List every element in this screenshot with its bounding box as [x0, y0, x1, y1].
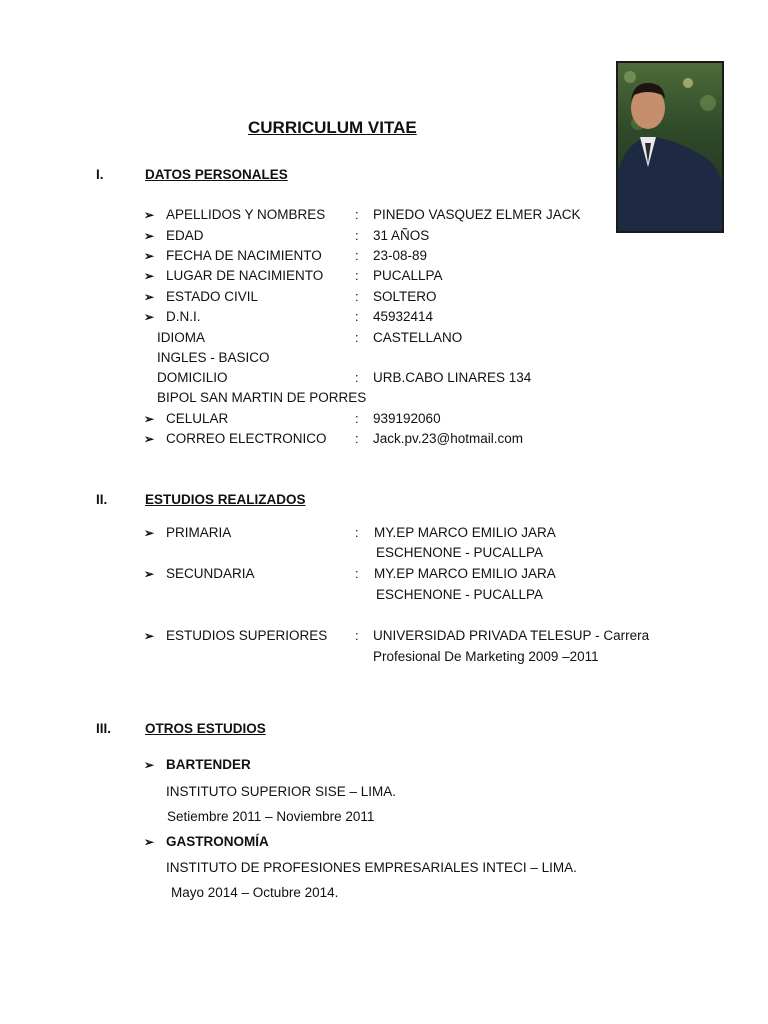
- field-label: DOMICILIO: [157, 370, 228, 385]
- field-value: PINEDO VASQUEZ ELMER JACK: [373, 207, 581, 222]
- bullet-arrow-icon: ➢: [144, 835, 155, 849]
- separator: :: [355, 330, 359, 345]
- email-value: Jack.pv.23@hotmail.com: [373, 431, 524, 446]
- bullet-arrow-icon: ➢: [144, 290, 155, 304]
- course-name: GASTRONOMÍA: [166, 834, 269, 849]
- field-value: 23-08-89: [373, 248, 428, 263]
- field-label: CELULAR: [166, 411, 229, 426]
- separator: :: [355, 628, 359, 643]
- course-institution: INSTITUTO DE PROFESIONES EMPRESARIALES INTECI – LIMA.: [166, 860, 577, 875]
- field-value: 45932414: [373, 309, 434, 324]
- separator: :: [355, 566, 359, 581]
- course-name: BARTENDER: [166, 757, 251, 772]
- person-silhouette-icon: [618, 63, 722, 231]
- field-value: 939192060: [373, 411, 441, 426]
- field-label: LUGAR DE NACIMIENTO: [166, 268, 324, 283]
- separator: :: [355, 289, 359, 304]
- study-value: UNIVERSIDAD PRIVADA TELESUP - Carrera: [373, 628, 650, 643]
- section-title-personal: DATOS PERSONALES: [145, 167, 288, 182]
- separator: :: [355, 525, 359, 540]
- field-value: URB.CABO LINARES 134: [373, 370, 532, 385]
- study-label: PRIMARIA: [166, 525, 232, 540]
- separator: :: [355, 268, 359, 283]
- bullet-arrow-icon: ➢: [144, 208, 155, 222]
- bullet-arrow-icon: ➢: [144, 310, 155, 324]
- field-label: APELLIDOS Y NOMBRES: [166, 207, 326, 222]
- section-number: II.: [96, 492, 108, 507]
- bullet-arrow-icon: ➢: [144, 249, 155, 263]
- page-title: CURRICULUM VITAE: [248, 118, 417, 137]
- study-value: MY.EP MARCO EMILIO JARA: [374, 525, 556, 540]
- bullet-arrow-icon: ➢: [144, 229, 155, 243]
- section-title-studies: ESTUDIOS REALIZADOS: [145, 492, 306, 507]
- field-value: SOLTERO: [373, 289, 437, 304]
- course-period: Setiembre 2011 – Noviembre 2011: [167, 809, 375, 824]
- separator: :: [355, 431, 359, 446]
- bullet-arrow-icon: ➢: [144, 269, 155, 283]
- field-label: INGLES - BASICO: [157, 350, 270, 365]
- section-title-other: OTROS ESTUDIOS: [145, 721, 266, 736]
- field-label: BIPOL SAN MARTIN DE PORRES: [157, 390, 367, 405]
- field-label: IDIOMA: [157, 330, 206, 345]
- separator: :: [355, 411, 359, 426]
- course-institution: INSTITUTO SUPERIOR SISE – LIMA.: [166, 784, 397, 799]
- field-value: CASTELLANO: [373, 330, 463, 345]
- bullet-arrow-icon: ➢: [144, 567, 155, 581]
- section-number: III.: [96, 721, 112, 736]
- study-value: ESCHENONE - PUCALLPA: [376, 545, 544, 560]
- separator: :: [355, 370, 359, 385]
- field-label: D.N.I.: [166, 309, 201, 324]
- separator: :: [355, 228, 359, 243]
- study-label: SECUNDARIA: [166, 566, 255, 581]
- field-value: 31 AÑOS: [373, 228, 430, 243]
- bullet-arrow-icon: ➢: [144, 758, 155, 772]
- study-value: Profesional De Marketing 2009 –2011: [373, 649, 599, 664]
- field-label: ESTADO CIVIL: [166, 289, 259, 304]
- separator: :: [355, 248, 359, 263]
- study-label: ESTUDIOS SUPERIORES: [166, 628, 328, 643]
- separator: :: [355, 309, 359, 324]
- field-label: CORREO ELECTRONICO: [166, 431, 327, 446]
- bullet-arrow-icon: ➢: [144, 526, 155, 540]
- bullet-arrow-icon: ➢: [144, 629, 155, 643]
- field-label: EDAD: [166, 228, 204, 243]
- study-value: ESCHENONE - PUCALLPA: [376, 587, 544, 602]
- section-number: I.: [96, 167, 104, 182]
- separator: :: [355, 207, 359, 222]
- course-period: Mayo 2014 – Octubre 2014.: [171, 885, 339, 900]
- profile-photo: [616, 61, 724, 233]
- field-value: PUCALLPA: [373, 268, 443, 283]
- field-label: FECHA DE NACIMIENTO: [166, 248, 322, 263]
- bullet-arrow-icon: ➢: [144, 432, 155, 446]
- bullet-arrow-icon: ➢: [144, 412, 155, 426]
- study-value: MY.EP MARCO EMILIO JARA: [374, 566, 556, 581]
